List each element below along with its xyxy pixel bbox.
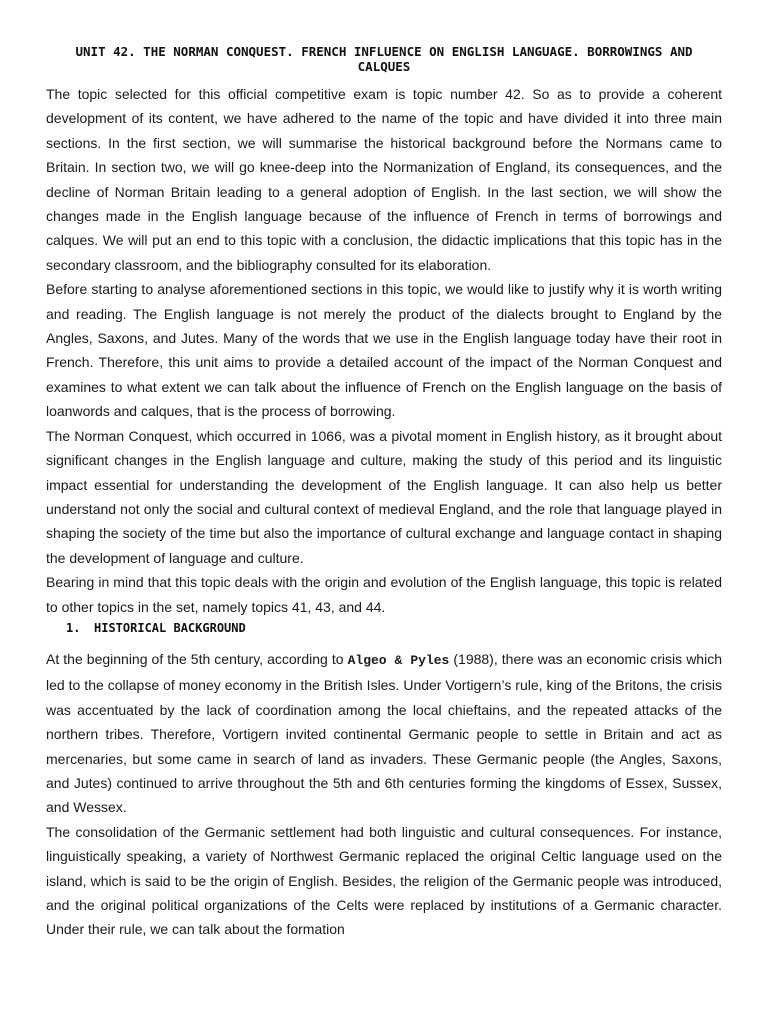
section-heading <box>46 621 722 635</box>
paragraph-text-before-citation: At the beginning of the 5th century, according to <box>46 650 348 667</box>
intro-paragraph-2: Before starting to analyse aforementioned sections in this topic, we would like to justify why it is worth writing and reading. The English language is not merely the product of the dialects brought to England by the Angles, Saxons, and Jutes. Many of the words that we use in the English language today have their root in French. Therefore, this unit aims to provide a detailed account of the impact of the Norman Conquest and examines to what extent we can talk about the influence of French on the English language on the basis of loanwords and calques, that is the process of borrowing. <box>46 281 722 420</box>
intro-paragraph-1: The topic selected for this official competitive exam is topic number 42. So as to provide a coherent development of its content, we have adhered to the name of the topic and have divided it into three main sections. In the first section, we will summarise the historical background before the Normans came to Britain. In section two, we will go knee-deep into the Normanization of England, its consequences, and the decline of Norman Britain leading to a general adoption of English. In the last section, we will show the changes made in the English language because of the influence of French in terms of borrowings and calques. We will put an end to this topic with a conclusion, the didactic implications that this topic has in the secondary classroom, and the bibliography consulted for its elaboration. <box>46 86 722 273</box>
section-paragraph-2: The consolidation of the Germanic settlement had both linguistic and cultural consequences. For instance, linguistically speaking, a variety of Northwest Germanic replaced the original Celtic language used on the island, which is said to be the origin of English. Besides, the religion of the Germanic people was introduced, and the original political organizations of the Celts were replaced by institutions of a Germanic character. Under their rule, we can talk about the formation <box>46 823 722 938</box>
document-title: UNIT 42. THE NORMAN CONQUEST. FRENCH INFLUENCE ON ENGLISH LANGUAGE. BORROWINGS AND CALQUES <box>75 44 693 74</box>
intro-paragraph-3: The Norman Conquest, which occurred in 1066, was a pivotal moment in English history, as it brought about significant changes in the English language and culture, making the study of this period and its linguistic impact essential for understanding the development of the English language. It can also help us better understand not only the social and cultural context of medieval England, and the role that language played in shaping the society of the time but also the importance of cultural exchange and language contact in shaping the development of language and culture. <box>46 427 722 566</box>
citation: Algeo & Pyles <box>347 652 450 668</box>
section-title: HISTORICAL BACKGROUND <box>94 620 246 635</box>
section-number: 1. <box>66 620 81 635</box>
paragraph-text-after-citation: (1988), there was an economic crisis which led to the collapse of money economy in the British Isles. Under Vortigern’s rule, king of the Britons, the crisis was accentuated by the lack of coordination among the local chieftains, and the repeated attacks of the northern tribes. Therefore, Vortigern invited continental Germanic people to settle in Britain and act as mercenaries, but some came in search of land as invaders. These Germanic people (the Angles, Saxons, and Jutes) continued to arrive throughout the 5th and 6th centuries forming the kingdoms of Essex, Sussex, and Wessex. <box>46 650 722 816</box>
section-paragraph-1 <box>46 647 722 820</box>
intro-paragraph-4: Bearing in mind that this topic deals with the origin and evolution of the English language, this topic is related to other topics in the set, namely topics 41, 43, and 44. <box>46 574 722 615</box>
